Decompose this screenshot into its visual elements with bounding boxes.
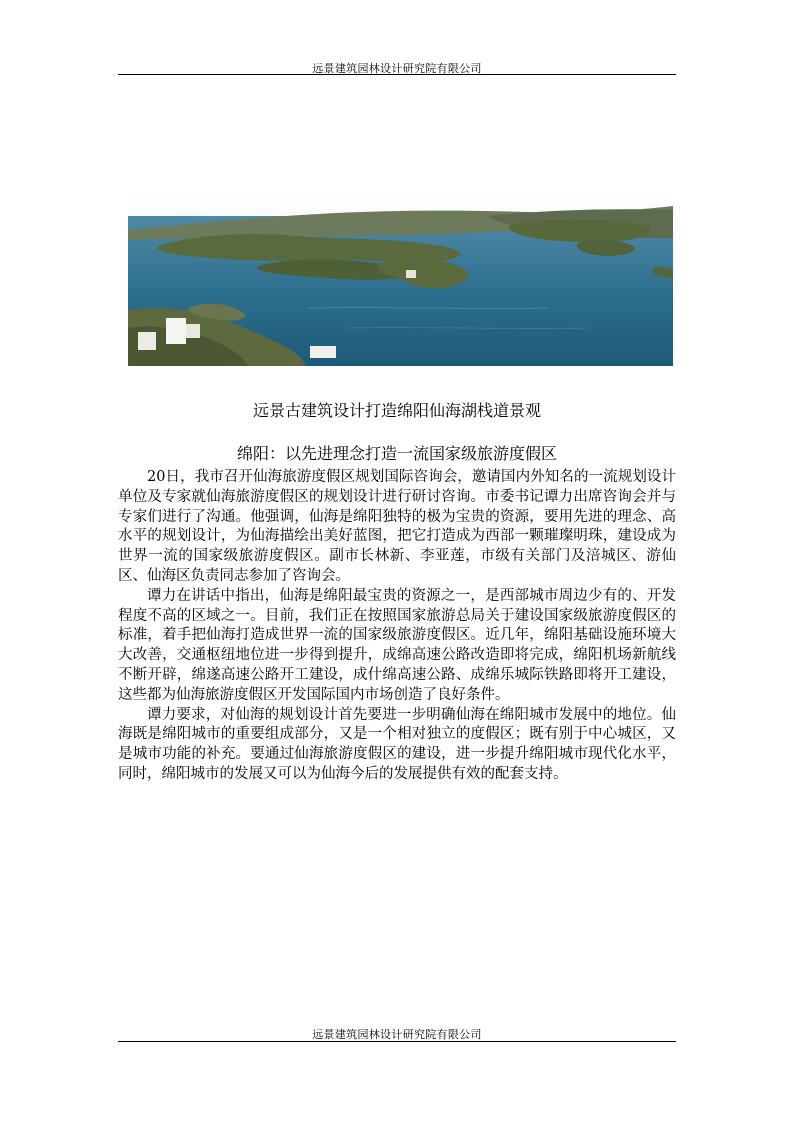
- page-header: 远景建筑园林设计研究院有限公司: [312, 62, 482, 75]
- article-body: [118, 468, 676, 785]
- footer-rule: [118, 1041, 676, 1042]
- header-rule: [118, 74, 676, 75]
- article-paragraph: 谭力在讲话中指出，仙海是绵阳最宝贵的资源之一，是西部城市周边少有的、开发程度不高的区域之一。目前，我们正在按照国家旅游总局关于建设国家级旅游度假区的标准，着手把仙海打造成世界一流的国家级旅游度假区。近几年，绵阳基础设施环境大大改善，交通枢纽地位进一步得到提升，成绵高速公路改造即将完成，绵阳机场新航线不断开辟，绵遂高速公路开工建设，成什绵高速公路、成绵乐城际铁路即将开工建设，这些都为仙海旅游度假区开发国际国内市场创造了良好条件。: [118, 587, 676, 703]
- page-footer: 远景建筑园林设计研究院有限公司: [312, 1028, 482, 1041]
- article-paragraph: 20日，我市召开仙海旅游度假区规划国际咨询会，邀请国内外知名的一流规划设计单位及专家就仙海旅游度假区的规划设计进行研讨咨询。市委书记谭力出席咨询会并与专家们进行了沟通。他强调，仙海是绵阳独特的极为宝贵的资源，要用先进的理念、高水平的规划设计，为仙海描绘出美好蓝图，把它打造成为西部一颗璀璨明珠，建设成为世界一流的国家级旅游度假区。副市长林新、李亚莲，市级有关部门及涪城区、游仙区、仙海区负责同志参加了咨询会。: [118, 469, 676, 584]
- article-paragraph: 谭力要求，对仙海的规划设计首先要进一步明确仙海在绵阳城市发展中的地位。仙海既是绵阳城市的重要组成部分，又是一个相对独立的度假区；既有别于中心城区，又是城市功能的补充。要通过仙海旅游度假区的建设，进一步提升绵阳城市现代化水平，同时，绵阳城市的发展又可以为仙海今后的发展提供有效的配套支持。: [118, 706, 676, 782]
- lake-aerial-photo: [128, 188, 673, 366]
- article-title: 远景古建筑设计打造绵阳仙海湖栈道景观: [252, 401, 541, 420]
- article-subtitle: 绵阳：以先进理念打造一流国家级旅游度假区: [236, 444, 557, 463]
